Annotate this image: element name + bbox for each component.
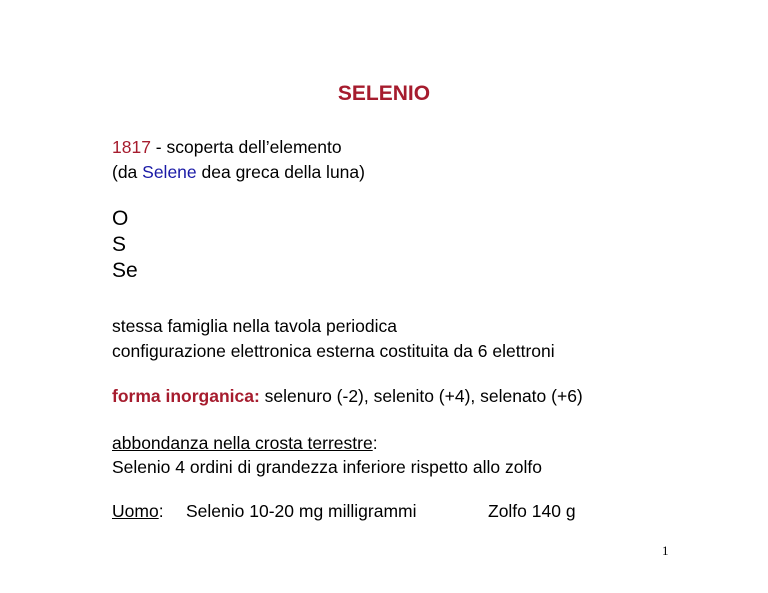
human-line: [112, 501, 164, 522]
abundance-text: Selenio 4 ordini di grandezza inferiore rispetto allo zolfo: [112, 457, 542, 477]
abundance-heading: [112, 433, 378, 454]
human-label: Uomo: [112, 501, 159, 521]
discovery-text: - scoperta dell’elemento: [150, 137, 342, 157]
family-line-2: configurazione elettronica esterna costituita da 6 elettroni: [112, 341, 555, 361]
abundance-colon: :: [372, 433, 378, 453]
etymology-line: [112, 162, 365, 183]
etymology-prefix: (da: [112, 162, 143, 182]
discovery-line: [112, 137, 342, 158]
inorganic-text: selenuro (-2), selenito (+4), selenato (+6): [259, 386, 583, 406]
etymology-name: Selene: [142, 162, 197, 182]
human-selenium: Selenio 10-20 mg milligrammi: [186, 501, 417, 521]
etymology-suffix: dea greca della luna): [196, 162, 365, 182]
abundance-label: abbondanza nella crosta terrestre: [112, 433, 373, 453]
human-colon: :: [158, 501, 164, 521]
human-sulfur: Zolfo 140 g: [488, 501, 576, 521]
element-oxygen: O: [112, 207, 129, 230]
discovery-year: 1817: [112, 137, 151, 157]
family-line-1: stessa famiglia nella tavola periodica: [112, 316, 398, 336]
inorganic-line: [112, 386, 583, 407]
slide-title: SELENIO: [337, 82, 431, 105]
element-sulfur: S: [112, 233, 127, 256]
inorganic-label: forma inorganica:: [112, 386, 260, 406]
page-number: 1: [662, 543, 669, 558]
element-selenium: Se: [112, 259, 138, 282]
